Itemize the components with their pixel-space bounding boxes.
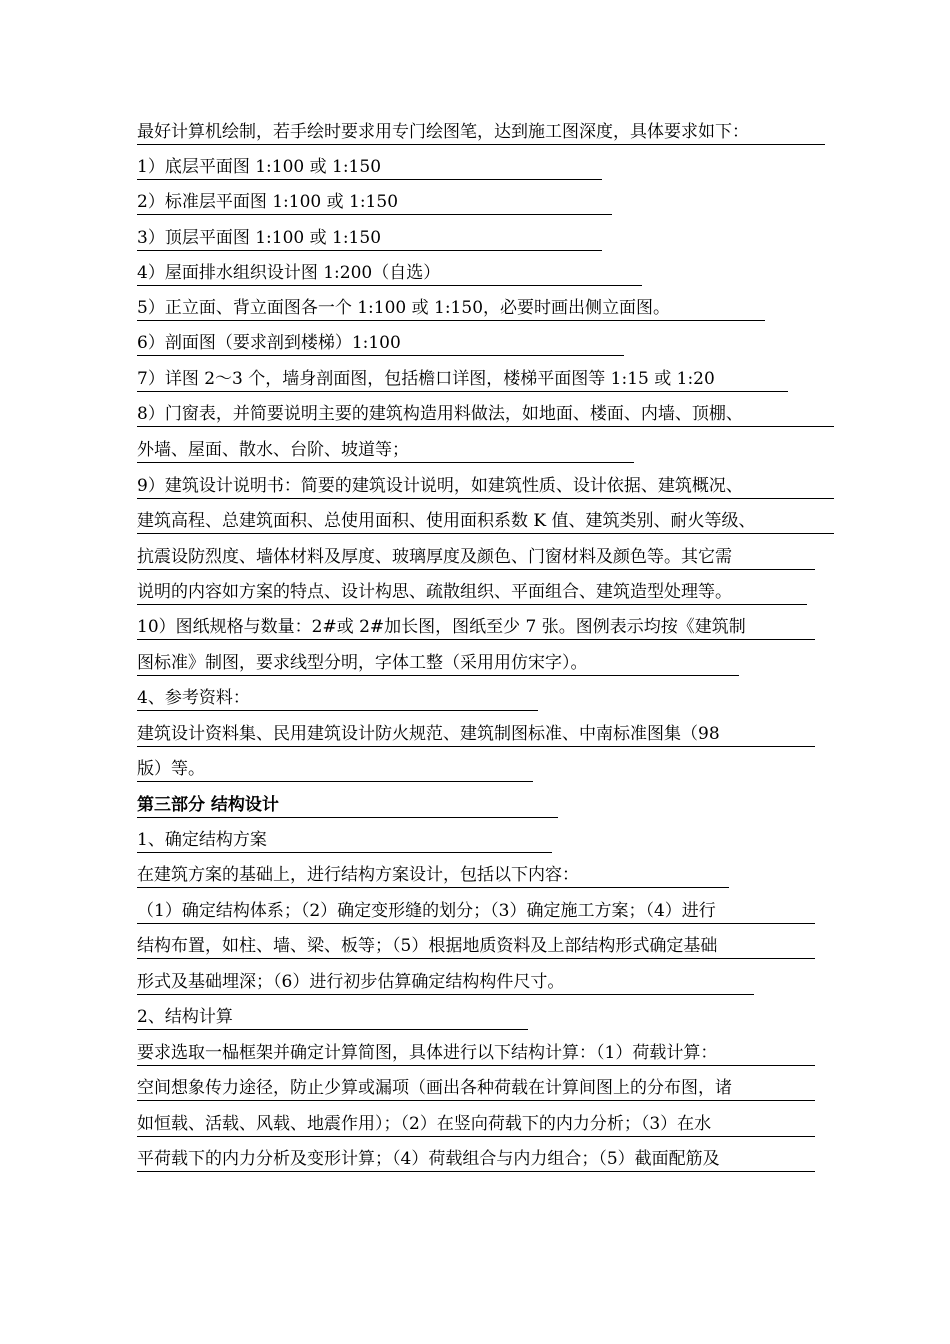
text-line xyxy=(137,121,825,155)
line-text: 2、结构计算 xyxy=(137,1006,528,1030)
text-line xyxy=(137,1148,815,1182)
line-text: 9）建筑设计说明书：简要的建筑设计说明，如建筑性质、设计依据、建筑概况、 xyxy=(137,475,834,499)
text-line xyxy=(137,510,834,544)
text-line xyxy=(137,1042,815,1076)
line-text: 7）详图 2～3 个，墙身剖面图，包括檐口详图，楼梯平面图等 1:15 或 1:20 xyxy=(137,368,788,392)
line-text: 版）等。 xyxy=(137,758,533,782)
line-text: 5）正立面、背立面图各一个 1:100 或 1:150，必要时画出侧立面图。 xyxy=(137,297,765,321)
line-text: 说明的内容如方案的特点、设计构思、疏散组织、平面组合、建筑造型处理等。 xyxy=(137,581,807,605)
text-line xyxy=(137,723,815,757)
text-line xyxy=(137,191,612,225)
text-line xyxy=(137,1006,528,1040)
text-line xyxy=(137,368,788,402)
heading-text: 第三部分 结构设计 xyxy=(137,794,558,818)
line-text: 10）图纸规格与数量：2#或 2#加长图，图纸至少 7 张。图例表示均按《建筑制 xyxy=(137,616,815,640)
text-line xyxy=(137,616,815,650)
line-text: （1）确定结构体系；（2）确定变形缝的划分；（3）确定施工方案；（4）进行 xyxy=(137,900,815,924)
text-line xyxy=(137,1113,815,1147)
text-line xyxy=(137,262,642,296)
line-text: 3）顶层平面图 1:100 或 1:150 xyxy=(137,227,602,251)
text-line xyxy=(137,439,634,473)
text-line xyxy=(137,864,729,898)
line-text: 建筑高程、总建筑面积、总使用面积、使用面积系数 K 值、建筑类别、耐火等级、 xyxy=(137,510,834,534)
text-line xyxy=(137,156,602,190)
line-text: 形式及基础埋深；（6）进行初步估算确定结构构件尺寸。 xyxy=(137,971,754,995)
text-line xyxy=(137,403,834,437)
line-text: 1）底层平面图 1:100 或 1:150 xyxy=(137,156,602,180)
text-line xyxy=(137,900,815,934)
line-text: 平荷载下的内力分析及变形计算；（4）荷载组合与内力组合；（5）截面配筋及 xyxy=(137,1148,815,1172)
line-text: 图标准》制图，要求线型分明，字体工整（采用用仿宋字）。 xyxy=(137,652,739,676)
text-line xyxy=(137,652,739,686)
line-text: 6）剖面图（要求剖到楼梯）1:100 xyxy=(137,332,624,356)
text-line xyxy=(137,546,815,580)
line-text: 建筑设计资料集、民用建筑设计防火规范、建筑制图标准、中南标准图集（98 xyxy=(137,723,815,747)
line-text: 4、参考资料： xyxy=(137,687,538,711)
line-text: 如恒载、活载、风载、地震作用）；（2）在竖向荷载下的内力分析；（3）在水 xyxy=(137,1113,815,1137)
line-text: 最好计算机绘制，若手绘时要求用专门绘图笔，达到施工图深度，具体要求如下： xyxy=(137,121,825,145)
text-line xyxy=(137,475,834,509)
text-line xyxy=(137,297,765,331)
section-heading xyxy=(137,794,558,828)
line-text: 结构布置，如柱、墙、梁、板等；（5）根据地质资料及上部结构形式确定基础 xyxy=(137,935,815,959)
text-line xyxy=(137,227,602,261)
text-line xyxy=(137,332,624,366)
text-line xyxy=(137,1077,815,1111)
text-line xyxy=(137,829,552,863)
line-text: 抗震设防烈度、墙体材料及厚度、玻璃厚度及颜色、门窗材料及颜色等。其它需 xyxy=(137,546,815,570)
text-line xyxy=(137,935,815,969)
line-text: 空间想象传力途径，防止少算或漏项（画出各种荷载在计算间图上的分布图，诸 xyxy=(137,1077,815,1101)
text-line xyxy=(137,971,754,1005)
line-text: 8）门窗表，并简要说明主要的建筑构造用料做法，如地面、楼面、内墙、顶棚、 xyxy=(137,403,834,427)
line-text: 要求选取一榀框架并确定计算简图，具体进行以下结构计算：（1）荷载计算： xyxy=(137,1042,815,1066)
line-text: 4）屋面排水组织设计图 1:200（自选） xyxy=(137,262,642,286)
line-text: 2）标准层平面图 1:100 或 1:150 xyxy=(137,191,612,215)
text-line xyxy=(137,687,538,721)
text-line xyxy=(137,581,807,615)
line-text: 外墙、屋面、散水、台阶、坡道等； xyxy=(137,439,634,463)
line-text: 在建筑方案的基础上，进行结构方案设计，包括以下内容： xyxy=(137,864,729,888)
line-text: 1、确定结构方案 xyxy=(137,829,552,853)
text-line xyxy=(137,758,533,792)
